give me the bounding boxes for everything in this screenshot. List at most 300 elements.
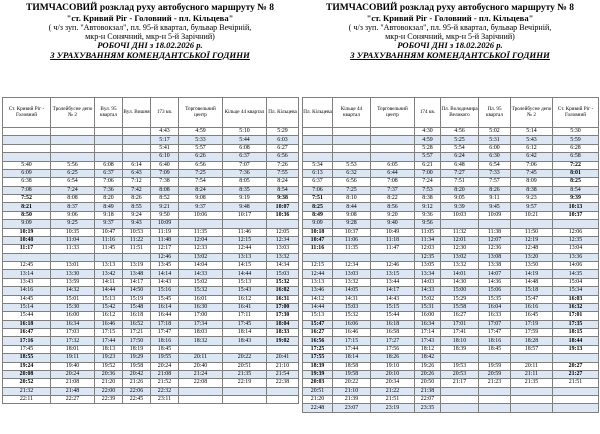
time-cell: 20:22 <box>333 379 371 387</box>
time-cell: 5:34 <box>303 161 333 169</box>
time-cell: 11:48 <box>151 236 179 244</box>
time-cell <box>3 128 51 136</box>
time-cell: 17:16 <box>3 337 51 345</box>
schedule-title: ТИМЧАСОВИЙ розклад руху автобусного маршруту № 8 <box>326 3 574 13</box>
time-cell: 22:38 <box>267 379 299 387</box>
time-cell: 10:07 <box>267 203 299 211</box>
time-cell: 17:32 <box>51 337 95 345</box>
time-cell: 19:52 <box>95 362 123 370</box>
time-cell: 20:27 <box>553 362 599 370</box>
time-cell: 18:14 <box>333 354 371 362</box>
time-cell: 13:32 <box>441 262 479 270</box>
table-row <box>303 178 599 186</box>
time-cell <box>333 153 371 161</box>
table-row <box>3 253 299 261</box>
route-name: "ст. Кривий Ріг - Головний - пл. Кільцева" <box>66 12 234 23</box>
time-cell: 15:15 <box>371 303 415 311</box>
time-cell: 14:31 <box>333 295 371 303</box>
time-cell: 14:16 <box>3 287 51 295</box>
time-cell: 10:17 <box>223 211 267 219</box>
time-cell: 15:31 <box>415 303 441 311</box>
time-cell: 21:20 <box>95 379 123 387</box>
time-cell: 14:35 <box>553 270 599 278</box>
time-cell: 11:35 <box>333 245 371 253</box>
time-cell: 5:30 <box>553 128 599 136</box>
time-cell: 9:43 <box>123 220 151 228</box>
timetable-left <box>2 97 299 404</box>
time-cell: 17:30 <box>267 312 299 320</box>
time-cell: 15:03 <box>333 303 371 311</box>
time-cell: 9:05 <box>441 195 479 203</box>
time-cell: 15:47 <box>303 320 333 328</box>
time-cell: 21:51 <box>371 396 415 404</box>
route-via-1: ( ч/з зуп. "Автовокзал", пл. 95-й квартал, бульвар Вечірній, <box>348 23 552 33</box>
time-cell <box>267 396 299 404</box>
time-cell: 17:47 <box>479 329 511 337</box>
time-cell: 20:11 <box>511 362 553 370</box>
time-cell: 6:40 <box>151 161 179 169</box>
time-cell: 20:10 <box>371 370 415 378</box>
time-cell: 22:07 <box>415 396 441 404</box>
time-cell: 22:39 <box>95 396 123 404</box>
column-header: Торговельний центр <box>371 98 415 128</box>
time-cell: 12:06 <box>553 228 599 236</box>
time-cell: 12:30 <box>441 245 479 253</box>
time-cell: 20:52 <box>3 379 51 387</box>
table-row <box>303 270 599 278</box>
time-cell: 13:19 <box>123 262 151 270</box>
time-cell: 6:32 <box>333 169 371 177</box>
time-cell: 15:01 <box>51 295 95 303</box>
time-cell: 7:06 <box>303 186 333 194</box>
time-cell: 7:26 <box>267 161 299 169</box>
time-cell: 9:37 <box>95 220 123 228</box>
time-cell: 11:04 <box>51 236 95 244</box>
time-cell: 8:37 <box>51 203 95 211</box>
time-cell: 17:15 <box>95 329 123 337</box>
column-header: Пл. Володимира Великого <box>441 98 479 128</box>
time-cell: 14:01 <box>441 270 479 278</box>
table-row <box>3 203 299 211</box>
time-cell <box>123 253 151 261</box>
time-cell: 19:58 <box>123 362 151 370</box>
time-cell: 8:38 <box>511 186 553 194</box>
table-row <box>303 287 599 295</box>
time-cell: 22:48 <box>303 404 333 412</box>
table-row <box>3 354 299 362</box>
time-cell: 8:35 <box>223 186 267 194</box>
time-cell: 15:29 <box>441 295 479 303</box>
time-cell: 14:15 <box>223 262 267 270</box>
working-days: РОБОЧІ ДНІ з 18.02.2026 р. <box>397 40 503 51</box>
time-cell: 13:20 <box>511 253 553 261</box>
time-cell: 9:20 <box>371 211 415 219</box>
time-cell: 12:01 <box>441 236 479 244</box>
time-cell: 21:27 <box>553 370 599 378</box>
time-cell: 10:06 <box>179 211 223 219</box>
time-cell: 15:47 <box>511 295 553 303</box>
time-cell: 5:56 <box>51 161 95 169</box>
table-row <box>3 370 299 378</box>
time-cell: 10:47 <box>95 228 123 236</box>
time-cell: 16:16 <box>511 303 553 311</box>
time-cell: 14:17 <box>371 287 415 295</box>
time-cell: 17:50 <box>123 337 151 345</box>
time-cell: 8:21 <box>3 203 51 211</box>
time-cell: 13:04 <box>553 245 599 253</box>
time-cell <box>479 387 511 395</box>
working-days: РОБОЧІ ДНІ з 18.02.2026 р. <box>97 40 203 51</box>
time-cell: 6:56 <box>179 161 223 169</box>
time-cell: 6:56 <box>333 178 371 186</box>
time-cell: 17:59 <box>511 329 553 337</box>
time-cell: 6:37 <box>303 178 333 186</box>
table-row <box>3 396 299 404</box>
time-cell: 13:13 <box>223 253 267 261</box>
table-row <box>303 153 599 161</box>
time-cell <box>179 220 223 228</box>
time-cell: 13:01 <box>51 262 95 270</box>
time-cell: 14:12 <box>303 295 333 303</box>
time-cell: 19:26 <box>415 362 441 370</box>
time-cell: 21:20 <box>303 396 333 404</box>
time-cell: 5:40 <box>3 161 51 169</box>
table-row <box>303 312 599 320</box>
time-cell: 5:53 <box>333 161 371 169</box>
time-cell: 20:50 <box>415 379 441 387</box>
time-cell: 10:36 <box>267 211 299 219</box>
time-cell: 18:16 <box>479 337 511 345</box>
time-cell: 14:45 <box>3 295 51 303</box>
time-cell: 9:19 <box>223 195 267 203</box>
schedule-title: ТИМЧАСОВИЙ розклад руху автобусного маршруту № 8 <box>26 3 274 13</box>
time-cell <box>553 387 599 395</box>
table-row <box>303 220 599 228</box>
time-cell: 14:30 <box>441 278 479 286</box>
table-row <box>303 228 599 236</box>
time-cell: 22:11 <box>3 396 51 404</box>
time-cell: 22:19 <box>223 379 267 387</box>
column-header: Тролейбусне депо № 2 <box>511 98 553 128</box>
time-cell: 23:07 <box>333 404 371 412</box>
time-cell: 16:27 <box>441 312 479 320</box>
time-cell: 5:44 <box>223 136 267 144</box>
time-cell: 14:07 <box>479 270 511 278</box>
time-cell <box>441 220 479 228</box>
time-cell <box>223 387 267 395</box>
table-row <box>3 329 299 337</box>
time-cell: 14:50 <box>123 287 151 295</box>
time-cell: 7:00 <box>415 169 441 177</box>
time-cell: 8:08 <box>51 195 95 203</box>
time-cell <box>179 396 223 404</box>
time-cell: 18:15 <box>553 329 599 337</box>
time-cell: 20:53 <box>441 370 479 378</box>
time-cell: 12:46 <box>151 253 179 261</box>
time-cell: 17:21 <box>123 329 151 337</box>
time-cell: 7:06 <box>511 161 553 169</box>
time-cell: 20:22 <box>223 354 267 362</box>
time-cell <box>333 128 371 136</box>
time-cell: 5:54 <box>441 144 479 152</box>
time-cell <box>441 404 479 412</box>
time-cell: 20:51 <box>223 362 267 370</box>
time-cell: 20:03 <box>303 379 333 387</box>
time-cell: 6:10 <box>151 153 179 161</box>
table-row <box>303 253 599 261</box>
time-cell: 7:06 <box>95 178 123 186</box>
time-cell: 18:26 <box>371 354 415 362</box>
time-cell: 12:35 <box>415 253 441 261</box>
time-cell: 14:43 <box>371 295 415 303</box>
time-cell: 6:28 <box>553 144 599 152</box>
time-cell: 8:20 <box>441 186 479 194</box>
time-cell <box>479 396 511 404</box>
table-row <box>303 262 599 270</box>
time-cell: 10:49 <box>371 228 415 236</box>
table-row <box>3 178 299 186</box>
time-cell: 10:53 <box>123 228 151 236</box>
time-cell <box>95 128 123 136</box>
time-cell: 9:38 <box>267 195 299 203</box>
time-cell: 6:05 <box>371 161 415 169</box>
table-row <box>303 303 599 311</box>
time-cell: 17:44 <box>95 337 123 345</box>
time-cell: 14:34 <box>267 262 299 270</box>
time-cell: 16:30 <box>179 303 223 311</box>
time-cell: 17:35 <box>553 320 599 328</box>
time-cell: 5:17 <box>151 136 179 144</box>
time-cell: 21:23 <box>479 379 511 387</box>
time-cell: 7:24 <box>51 186 95 194</box>
time-cell: 5:25 <box>441 136 479 144</box>
time-cell: 17:25 <box>303 345 333 353</box>
time-cell: 16:00 <box>51 312 95 320</box>
time-cell: 12:05 <box>267 228 299 236</box>
time-cell: 17:18 <box>151 320 179 328</box>
time-cell: 8:38 <box>415 195 441 203</box>
time-cell: 16:01 <box>179 295 223 303</box>
time-cell: 18:16 <box>151 337 179 345</box>
time-cell: 11:17 <box>3 245 51 253</box>
time-cell: 16:58 <box>371 329 415 337</box>
time-cell: 10:09 <box>479 211 511 219</box>
time-cell: 18:14 <box>223 329 267 337</box>
time-cell: 17:45 <box>3 345 51 353</box>
time-cell: 16:56 <box>303 337 333 345</box>
time-cell: 13:38 <box>479 262 511 270</box>
time-cell: 21:52 <box>151 379 179 387</box>
time-cell: 14:43 <box>151 278 179 286</box>
time-cell: 11:45 <box>95 245 123 253</box>
time-cell: 20:42 <box>123 370 151 378</box>
time-cell: 11:34 <box>415 236 441 244</box>
time-cell: 10:13 <box>553 203 599 211</box>
route-via-2: мкр-н Сонячний, мкр-н 5-й Зарічний) <box>385 32 515 42</box>
time-cell <box>511 396 553 404</box>
time-cell: 14:33 <box>415 287 441 295</box>
table-row <box>3 245 299 253</box>
time-cell: 15:16 <box>151 287 179 295</box>
table-row <box>3 287 299 295</box>
time-cell: 17:07 <box>479 320 511 328</box>
table-row <box>3 362 299 370</box>
time-cell: 15:02 <box>179 278 223 286</box>
time-cell: 12:36 <box>479 245 511 253</box>
time-cell: 19:58 <box>333 370 371 378</box>
time-cell: 17:01 <box>441 320 479 328</box>
time-cell: 20:34 <box>371 379 415 387</box>
time-cell: 21:35 <box>511 379 553 387</box>
time-cell: 11:16 <box>95 236 123 244</box>
time-cell: 6:21 <box>415 161 441 169</box>
time-cell: 16:52 <box>123 320 151 328</box>
time-cell: 15:44 <box>3 312 51 320</box>
time-cell: 9:21 <box>151 203 179 211</box>
time-cell: 13:13 <box>95 262 123 270</box>
time-cell <box>511 387 553 395</box>
time-cell: 12:15 <box>303 262 333 270</box>
time-cell: 7:51 <box>441 178 479 186</box>
time-cell: 15:00 <box>441 287 479 295</box>
time-cell: 19:40 <box>51 362 95 370</box>
time-cell: 18:44 <box>553 337 599 345</box>
time-cell: 8:26 <box>123 195 151 203</box>
time-cell <box>95 253 123 261</box>
time-cell: 7:08 <box>3 186 51 194</box>
time-cell: 6:09 <box>3 169 51 177</box>
column-header: 174 кв. <box>415 98 441 128</box>
time-cell: 9:37 <box>179 203 223 211</box>
time-cell: 6:26 <box>179 153 223 161</box>
time-cell: 11:18 <box>371 236 415 244</box>
table-row <box>3 161 299 169</box>
time-cell: 7:22 <box>553 161 599 169</box>
time-cell: 8:01 <box>553 169 599 177</box>
time-cell: 5:57 <box>415 153 441 161</box>
time-cell: 12:33 <box>179 245 223 253</box>
time-cell: 13:02 <box>441 253 479 261</box>
time-cell: 13:59 <box>51 278 95 286</box>
time-cell: 7:38 <box>151 178 179 186</box>
time-cell <box>371 144 415 152</box>
time-cell: 13:14 <box>3 270 51 278</box>
time-cell: 15:32 <box>333 312 371 320</box>
time-cell <box>303 128 333 136</box>
time-cell: 12:35 <box>553 236 599 244</box>
time-cell: 16:12 <box>95 312 123 320</box>
time-cell: 19:02 <box>267 337 299 345</box>
time-cell <box>51 136 95 144</box>
time-cell: 7:09 <box>151 169 179 177</box>
time-cell: 15:14 <box>3 303 51 311</box>
time-cell: 14:36 <box>479 278 511 286</box>
time-cell: 9:39 <box>441 203 479 211</box>
time-cell: 6:56 <box>267 153 299 161</box>
time-cell: 14:05 <box>333 287 371 295</box>
time-cell: 18:04 <box>267 320 299 328</box>
time-cell <box>479 220 511 228</box>
time-cell: 11:35 <box>179 228 223 236</box>
time-cell: 17:44 <box>333 345 371 353</box>
time-cell: 14:48 <box>511 278 553 286</box>
table-row <box>3 337 299 345</box>
table-row <box>3 128 299 136</box>
time-cell: 5:28 <box>415 144 441 152</box>
time-cell: 7:53 <box>415 186 441 194</box>
time-cell: 13:30 <box>51 270 95 278</box>
time-cell <box>333 253 371 261</box>
time-cell: 13:15 <box>371 270 415 278</box>
time-cell: 6:08 <box>223 144 267 152</box>
time-cell: 15:04 <box>553 278 599 286</box>
time-cell <box>303 136 333 144</box>
time-cell: 13:36 <box>553 253 599 261</box>
time-cell: 4:59 <box>415 136 441 144</box>
time-cell: 5:59 <box>553 136 599 144</box>
time-cell: 15:13 <box>303 312 333 320</box>
column-header: Кільце 44 квартал <box>223 98 267 128</box>
time-cell: 21:24 <box>179 370 223 378</box>
table-row <box>3 320 299 328</box>
time-cell: 16:00 <box>415 312 441 320</box>
time-cell: 11:19 <box>151 228 179 236</box>
time-cell: 18:33 <box>267 329 299 337</box>
time-cell <box>51 253 95 261</box>
time-cell: 18:01 <box>51 345 95 353</box>
time-cell: 11:06 <box>333 236 371 244</box>
time-cell: 9:09 <box>303 220 333 228</box>
time-cell: 12:07 <box>479 236 511 244</box>
time-cell: 11:51 <box>123 245 151 253</box>
time-cell: 15:06 <box>479 287 511 295</box>
time-cell <box>123 144 151 152</box>
time-cell: 21:32 <box>3 387 51 395</box>
time-cell: 8:26 <box>479 186 511 194</box>
time-cell: 7:36 <box>223 169 267 177</box>
time-cell: 9:06 <box>51 211 95 219</box>
table-row <box>303 379 599 387</box>
time-cell: 9:50 <box>151 211 179 219</box>
time-cell <box>511 354 553 362</box>
time-cell: 8:22 <box>371 195 415 203</box>
time-cell: 18:39 <box>303 362 333 370</box>
time-cell: 20:24 <box>51 370 95 378</box>
table-row <box>303 195 599 203</box>
table-row <box>3 387 299 395</box>
time-cell: 4:43 <box>151 128 179 136</box>
time-cell: 8:44 <box>333 203 371 211</box>
time-cell <box>511 404 553 412</box>
time-cell: 14:06 <box>553 262 599 270</box>
time-cell: 21:10 <box>333 387 371 395</box>
time-cell: 19:24 <box>3 362 51 370</box>
time-cell: 17:47 <box>151 329 179 337</box>
time-cell <box>441 354 479 362</box>
time-cell: 8:10 <box>333 195 371 203</box>
time-cell: 17:00 <box>267 303 299 311</box>
time-cell: 11:16 <box>303 245 333 253</box>
table-row <box>3 345 299 353</box>
table-row <box>303 396 599 404</box>
time-cell: 10:48 <box>3 236 51 244</box>
time-cell: 7:08 <box>371 178 415 186</box>
time-cell: 17:00 <box>179 312 223 320</box>
time-cell: 15:30 <box>51 303 95 311</box>
time-cell: 7:25 <box>333 186 371 194</box>
time-cell: 5:02 <box>479 128 511 136</box>
column-header: Ст. Кривий Ріг - Головний <box>3 98 51 128</box>
